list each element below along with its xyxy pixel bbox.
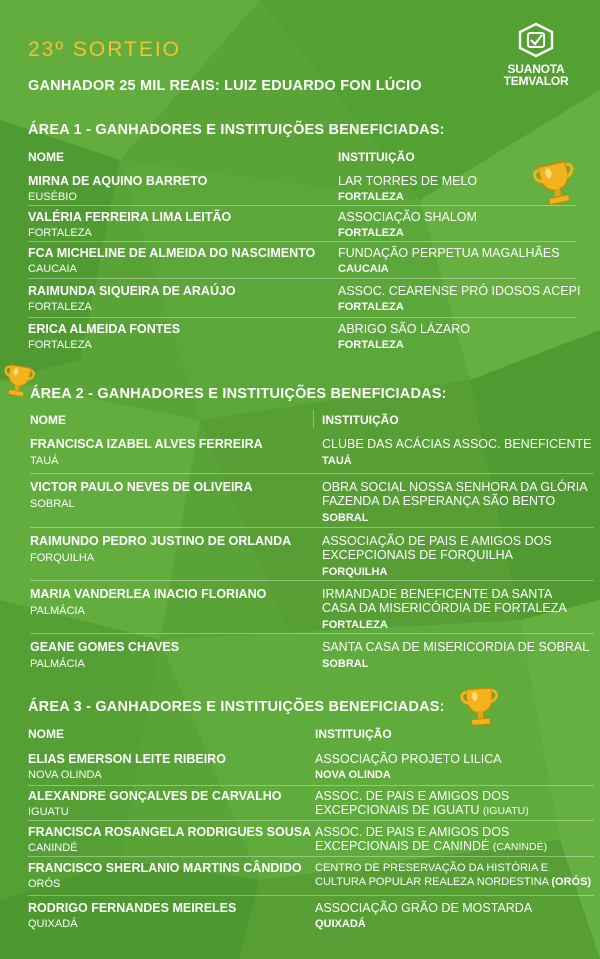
divider	[28, 856, 594, 857]
winner-name: RAIMUNDA SIQUEIRA DE ARAÚJO	[28, 284, 236, 298]
column-divider	[313, 410, 314, 428]
page-title: 23º SORTEIO	[28, 38, 181, 61]
logo	[498, 22, 574, 87]
winner-city: CANINDÉ	[28, 842, 78, 854]
institution-city: QUIXADÁ	[315, 918, 366, 930]
winner-city: FORTALEZA	[28, 301, 92, 313]
divider	[30, 473, 594, 474]
winner-name: VALÉRIA FERREIRA LIMA LEITÃO	[28, 210, 232, 224]
institution-name-line2: CULTURA POPULAR REALEZA NORDESTINA (ORÓS)	[315, 876, 592, 888]
trophy-icon	[0, 360, 36, 404]
winner-city: FORTALEZA	[28, 339, 92, 351]
winner-city: PALMÁCIA	[30, 605, 85, 617]
winner-city: NOVA OLINDA	[28, 769, 102, 781]
institution-name: OBRA SOCIAL NOSSA SENHORA DA GLÓRIA	[322, 480, 588, 494]
institution-name: ASSOC. DE PAIS E AMIGOS DOS	[315, 825, 510, 839]
winner-announcement: GANHADOR 25 MIL REAIS: LUIZ EDUARDO FON LÚCIO	[28, 78, 422, 94]
table-row	[28, 752, 596, 788]
area1-col-name: NOME	[28, 150, 64, 164]
table-row	[28, 284, 581, 320]
winner-name: MIRNA DE AQUINO BARRETO	[28, 174, 208, 188]
area1-col-institution: INSTITUIÇÃO	[338, 150, 415, 164]
winner-city: QUIXADÁ	[28, 918, 78, 930]
institution-name: ASSOCIAÇÃO DE PAIS E AMIGOS DOS	[322, 534, 552, 548]
area2-title: ÁREA 2 - GANHADORES E INSTITUIÇÕES BENEFICIADAS:	[30, 386, 447, 402]
table-row	[28, 322, 578, 358]
institution-city: NOVA OLINDA	[315, 769, 391, 781]
institution-name-line2: CASA DA MISERICÓRDIA DE FORTALEZA	[322, 601, 567, 615]
winner-name: FRANCISCA ROSANGELA RODRIGUES SOUSA	[28, 825, 312, 839]
table-row	[30, 640, 596, 676]
institution-name: SANTA CASA DE MISERICORDIA DE SOBRAL	[322, 640, 590, 654]
institution-city: CAUCAIA	[338, 263, 389, 275]
institution-city-tag: (CANINDÉ)	[492, 841, 548, 853]
trophy-icon	[458, 682, 502, 734]
institution-city: SOBRAL	[322, 512, 369, 524]
area2-col-institution: INSTITUIÇÃO	[322, 413, 399, 427]
logo-text-line2: TEMVALOR	[503, 74, 569, 88]
area1-title: ÁREA 1 - GANHADORES E INSTITUIÇÕES BENEFICIADAS:	[28, 122, 445, 138]
institution-name: ASSOC. CEARENSE PRÓ IDOSOS ACEPI	[338, 284, 581, 298]
area3-col-name: NOME	[28, 727, 64, 741]
winner-name: GEANE GOMES CHAVES	[30, 640, 180, 654]
area3-title: ÁREA 3 - GANHADORES E INSTITUIÇÕES BENEFICIADAS:	[28, 699, 445, 715]
table-row	[28, 901, 596, 937]
table-row	[28, 861, 596, 897]
winner-city: IGUATU	[28, 806, 69, 818]
winner-name: VICTOR PAULO NEVES DE OLIVEIRA	[30, 480, 253, 494]
divider	[28, 895, 594, 896]
institution-name: ASSOC. DE PAIS E AMIGOS DOS	[315, 789, 510, 803]
winner-name: ELIAS EMERSON LEITE RIBEIRO	[28, 752, 226, 766]
winner-city: PALMÁCIA	[30, 658, 85, 670]
institution-city: FORTALEZA	[338, 301, 404, 313]
institution-name: IRMANDADE BENEFICENTE DA SANTA	[322, 587, 553, 601]
institution-name: ASSOCIAÇÃO GRÃO DE MOSTARDA	[315, 901, 533, 915]
table-row	[28, 246, 578, 282]
institution-name-line2: FAZENDA DA ESPERANÇA SÃO BENTO	[322, 494, 556, 508]
institution-name: FUNDAÇÃO PERPETUA MAGALHÃES	[338, 246, 560, 260]
winner-name: ALEXANDRE GONÇALVES DE CARVALHO	[28, 789, 282, 803]
winner-city: ORÓS	[28, 878, 61, 890]
trophy-icon	[532, 158, 580, 212]
winner-city: EUSÉBIO	[28, 191, 77, 203]
divider	[30, 580, 594, 581]
winner-city: FORQUILHA	[30, 552, 95, 564]
winner-name: FCA MICHELINE DE ALMEIDA DO NASCIMENTO	[28, 246, 316, 260]
institution-name: ABRIGO SÃO LÁZARO	[338, 322, 470, 336]
winner-name: ERICA ALMEIDA FONTES	[28, 322, 181, 336]
table-row	[30, 480, 596, 530]
logo-text-line1: SUANOTA	[507, 62, 565, 76]
divider	[28, 205, 576, 206]
winner-city: SOBRAL	[30, 498, 75, 510]
institution-name-line2: EXCEPCIONAIS DE CANINDÉ (CANINDÉ)	[315, 839, 548, 853]
table-row	[30, 534, 596, 584]
divider	[28, 820, 594, 821]
institution-name-line2: EXCEPCIONAIS DE FORQUILHA	[322, 548, 514, 562]
divider	[28, 317, 576, 318]
winner-name: FRANCISCO SHERLANIO MARTINS CÂNDIDO	[28, 861, 302, 875]
institution-name: ASSOCIAÇÃO SHALOM	[338, 210, 477, 224]
institution-city: FORTALEZA	[338, 227, 404, 239]
institution-city: FORTALEZA	[338, 191, 404, 203]
institution-name: CLUBE DAS ACÁCIAS ASSOC. BENEFICENTE	[322, 437, 592, 451]
winner-city: CAUCAIA	[28, 263, 77, 275]
area3-col-institution: INSTITUIÇÃO	[315, 727, 392, 741]
divider	[30, 633, 594, 634]
institution-name-line2: EXCEPCIONAIS DE IGUATU (IGUATU)	[315, 803, 529, 817]
institution-name: CENTRO DE PRESERVAÇÃO DA HISTÓRIA E	[315, 862, 549, 874]
logo-icon	[516, 22, 556, 58]
table-row	[30, 587, 596, 637]
winner-name: RODRIGO FERNANDES MEIRELES	[28, 901, 237, 915]
institution-name: ASSOCIAÇÃO PROJETO LILICA	[315, 752, 502, 766]
winner-name: MARIA VANDERLEA INACIO FLORIANO	[30, 587, 267, 601]
institution-city: FORTALEZA	[338, 339, 404, 351]
institution-city: FORQUILHA	[322, 566, 388, 578]
divider	[28, 241, 576, 242]
winner-city: FORTALEZA	[28, 227, 92, 239]
institution-name: LAR TORRES DE MELO	[338, 174, 478, 188]
institution-city: SOBRAL	[322, 658, 369, 670]
divider	[28, 278, 576, 279]
institution-city: TAUÁ	[322, 455, 352, 467]
winner-name: RAIMUNDO PEDRO JUSTINO DE ORLANDA	[30, 534, 292, 548]
institution-city: FORTALEZA	[322, 619, 388, 631]
institution-city-tag: (ORÓS)	[551, 876, 592, 888]
table-row	[30, 437, 596, 477]
divider	[30, 527, 594, 528]
divider	[28, 785, 594, 786]
institution-city-tag: (IGUATU)	[482, 805, 529, 817]
winner-city: TAUÁ	[30, 455, 59, 467]
area2-col-name: NOME	[30, 413, 66, 427]
winner-name: FRANCISCA IZABEL ALVES FERREIRA	[30, 437, 263, 451]
